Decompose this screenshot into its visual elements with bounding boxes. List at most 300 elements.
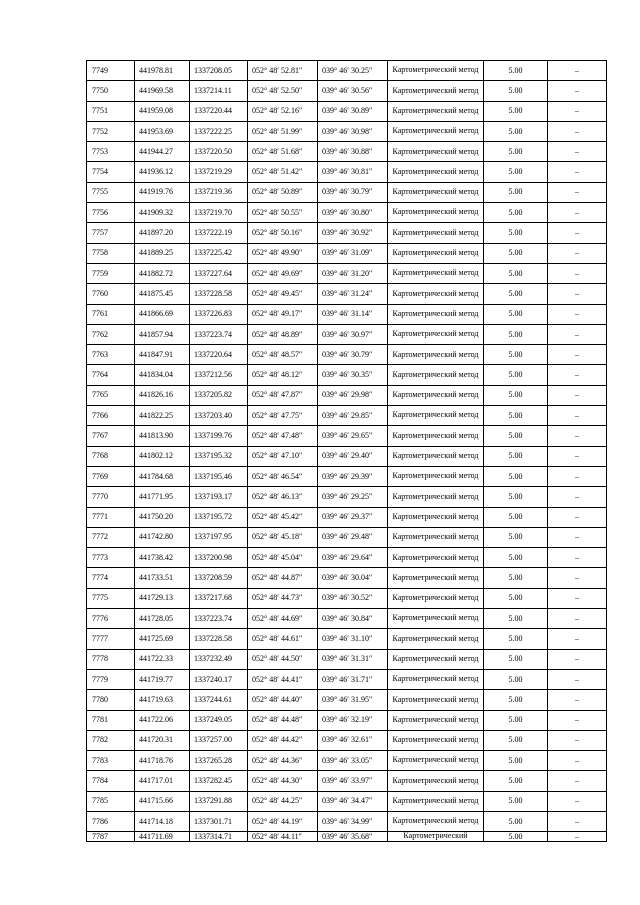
note-cell: –: [548, 345, 607, 365]
y-coordinate-cell: 1337314.71: [190, 832, 248, 842]
method-cell: Картометрический метод: [388, 568, 484, 588]
longitude-cell: 039° 46′ 34.99″: [318, 811, 388, 831]
latitude-cell: 052° 48′ 44.25″: [248, 791, 318, 811]
accuracy-cell: 5.00: [484, 345, 548, 365]
accuracy-cell: 5.00: [484, 568, 548, 588]
longitude-cell: 039° 46′ 30.81″: [318, 162, 388, 182]
longitude-cell: 039° 46′ 29.40″: [318, 446, 388, 466]
note-cell: –: [548, 649, 607, 669]
latitude-cell: 052° 48′ 44.50″: [248, 649, 318, 669]
latitude-cell: 052° 48′ 44.36″: [248, 751, 318, 771]
note-cell: –: [548, 609, 607, 629]
method-cell: Картометрический метод: [388, 121, 484, 141]
point-number-cell: 7772: [87, 527, 135, 547]
y-coordinate-cell: 1337208.05: [190, 61, 248, 81]
latitude-cell: 052° 48′ 44.11″: [248, 832, 318, 842]
table-row: [87, 527, 607, 547]
x-coordinate-cell: 441978.81: [135, 61, 190, 81]
note-cell: –: [548, 121, 607, 141]
method-cell: Картометрический метод: [388, 263, 484, 283]
longitude-cell: 039° 46′ 31.24″: [318, 284, 388, 304]
longitude-cell: 039° 46′ 29.65″: [318, 426, 388, 446]
latitude-cell: 052° 48′ 50.55″: [248, 203, 318, 223]
latitude-cell: 052° 48′ 49.90″: [248, 243, 318, 263]
accuracy-cell: 5.00: [484, 507, 548, 527]
method-cell: Картометрический метод: [388, 446, 484, 466]
x-coordinate-cell: 441813.90: [135, 426, 190, 446]
note-cell: –: [548, 751, 607, 771]
note-cell: –: [548, 690, 607, 710]
longitude-cell: 039° 46′ 30.79″: [318, 345, 388, 365]
latitude-cell: 052° 48′ 46.13″: [248, 487, 318, 507]
y-coordinate-cell: 1337291.88: [190, 791, 248, 811]
y-coordinate-cell: 1337282.45: [190, 771, 248, 791]
x-coordinate-cell: 441847.91: [135, 345, 190, 365]
method-cell: Картометрический метод: [388, 182, 484, 202]
table-row: [87, 162, 607, 182]
table-row: [87, 629, 607, 649]
latitude-cell: 052° 48′ 51.68″: [248, 142, 318, 162]
latitude-cell: 052° 48′ 44.61″: [248, 629, 318, 649]
x-coordinate-cell: 441969.58: [135, 81, 190, 101]
longitude-cell: 039° 46′ 33.97″: [318, 771, 388, 791]
longitude-cell: 039° 46′ 29.98″: [318, 385, 388, 405]
point-number-cell: 7766: [87, 406, 135, 426]
x-coordinate-cell: 441711.69: [135, 832, 190, 842]
note-cell: –: [548, 568, 607, 588]
latitude-cell: 052° 48′ 50.89″: [248, 182, 318, 202]
y-coordinate-cell: 1337214.11: [190, 81, 248, 101]
y-coordinate-cell: 1337301.71: [190, 811, 248, 831]
method-cell: Картометрический метод: [388, 751, 484, 771]
table-row: [87, 609, 607, 629]
point-number-cell: 7777: [87, 629, 135, 649]
longitude-cell: 039° 46′ 30.04″: [318, 568, 388, 588]
note-cell: –: [548, 548, 607, 568]
note-cell: –: [548, 406, 607, 426]
longitude-cell: 039° 46′ 31.09″: [318, 243, 388, 263]
note-cell: –: [548, 243, 607, 263]
table-row: [87, 263, 607, 283]
accuracy-cell: 5.00: [484, 771, 548, 791]
accuracy-cell: 5.00: [484, 669, 548, 689]
table-row: [87, 385, 607, 405]
latitude-cell: 052° 48′ 48.89″: [248, 324, 318, 344]
table-row: [87, 304, 607, 324]
y-coordinate-cell: 1337203.40: [190, 406, 248, 426]
latitude-cell: 052° 48′ 47.87″: [248, 385, 318, 405]
point-number-cell: 7773: [87, 548, 135, 568]
x-coordinate-cell: 441714.18: [135, 811, 190, 831]
table-row: [87, 568, 607, 588]
y-coordinate-cell: 1337226.83: [190, 304, 248, 324]
accuracy-cell: 5.00: [484, 223, 548, 243]
y-coordinate-cell: 1337225.42: [190, 243, 248, 263]
note-cell: –: [548, 203, 607, 223]
table-row: [87, 730, 607, 750]
y-coordinate-cell: 1337197.95: [190, 527, 248, 547]
longitude-cell: 039° 46′ 30.80″: [318, 203, 388, 223]
accuracy-cell: 5.00: [484, 121, 548, 141]
y-coordinate-cell: 1337220.64: [190, 345, 248, 365]
y-coordinate-cell: 1337240.17: [190, 669, 248, 689]
longitude-cell: 039° 46′ 30.92″: [318, 223, 388, 243]
accuracy-cell: 5.00: [484, 81, 548, 101]
point-number-cell: 7775: [87, 588, 135, 608]
point-number-cell: 7770: [87, 487, 135, 507]
longitude-cell: 039° 46′ 31.14″: [318, 304, 388, 324]
y-coordinate-cell: 1337195.46: [190, 466, 248, 486]
longitude-cell: 039° 46′ 30.89″: [318, 101, 388, 121]
note-cell: –: [548, 223, 607, 243]
note-cell: –: [548, 446, 607, 466]
method-cell: Картометрический метод: [388, 669, 484, 689]
table-row: [87, 791, 607, 811]
latitude-cell: 052° 48′ 48.57″: [248, 345, 318, 365]
note-cell: –: [548, 730, 607, 750]
method-cell: Картометрический метод: [388, 203, 484, 223]
table-row: [87, 142, 607, 162]
accuracy-cell: 5.00: [484, 751, 548, 771]
note-cell: –: [548, 101, 607, 121]
point-number-cell: 7769: [87, 466, 135, 486]
longitude-cell: 039° 46′ 29.37″: [318, 507, 388, 527]
x-coordinate-cell: 441936.12: [135, 162, 190, 182]
accuracy-cell: 5.00: [484, 284, 548, 304]
table-row: [87, 466, 607, 486]
longitude-cell: 039° 46′ 30.52″: [318, 588, 388, 608]
method-cell: Картометрический метод: [388, 710, 484, 730]
method-cell: Картометрический метод: [388, 426, 484, 446]
latitude-cell: 052° 48′ 47.10″: [248, 446, 318, 466]
note-cell: –: [548, 811, 607, 831]
y-coordinate-cell: 1337217.68: [190, 588, 248, 608]
x-coordinate-cell: 441834.04: [135, 365, 190, 385]
x-coordinate-cell: 441717.01: [135, 771, 190, 791]
point-number-cell: 7761: [87, 304, 135, 324]
latitude-cell: 052° 48′ 49.69″: [248, 263, 318, 283]
point-number-cell: 7758: [87, 243, 135, 263]
method-cell: Картометрический метод: [388, 223, 484, 243]
method-cell: Картометрический метод: [388, 345, 484, 365]
point-number-cell: 7749: [87, 61, 135, 81]
note-cell: –: [548, 182, 607, 202]
x-coordinate-cell: 441822.25: [135, 406, 190, 426]
x-coordinate-cell: 441784.68: [135, 466, 190, 486]
x-coordinate-cell: 441826.16: [135, 385, 190, 405]
x-coordinate-cell: 441722.33: [135, 649, 190, 669]
y-coordinate-cell: 1337222.25: [190, 121, 248, 141]
longitude-cell: 039° 46′ 30.97″: [318, 324, 388, 344]
accuracy-cell: 5.00: [484, 609, 548, 629]
y-coordinate-cell: 1337228.58: [190, 284, 248, 304]
latitude-cell: 052° 48′ 44.69″: [248, 609, 318, 629]
x-coordinate-cell: 441738.42: [135, 548, 190, 568]
accuracy-cell: 5.00: [484, 588, 548, 608]
table-row: [87, 811, 607, 831]
method-cell: Картометрический метод: [388, 649, 484, 669]
note-cell: –: [548, 629, 607, 649]
accuracy-cell: 5.00: [484, 832, 548, 842]
point-number-cell: 7787: [87, 832, 135, 842]
accuracy-cell: 5.00: [484, 385, 548, 405]
accuracy-cell: 5.00: [484, 142, 548, 162]
note-cell: –: [548, 832, 607, 842]
table-row: [87, 690, 607, 710]
x-coordinate-cell: 441866.69: [135, 304, 190, 324]
longitude-cell: 039° 46′ 34.47″: [318, 791, 388, 811]
y-coordinate-cell: 1337212.56: [190, 365, 248, 385]
point-number-cell: 7765: [87, 385, 135, 405]
method-cell: Картометрический метод: [388, 81, 484, 101]
accuracy-cell: 5.00: [484, 324, 548, 344]
longitude-cell: 039° 46′ 29.85″: [318, 406, 388, 426]
accuracy-cell: 5.00: [484, 101, 548, 121]
point-number-cell: 7759: [87, 263, 135, 283]
point-number-cell: 7785: [87, 791, 135, 811]
point-number-cell: 7750: [87, 81, 135, 101]
latitude-cell: 052° 48′ 49.17″: [248, 304, 318, 324]
longitude-cell: 039° 46′ 29.39″: [318, 466, 388, 486]
longitude-cell: 039° 46′ 31.71″: [318, 669, 388, 689]
note-cell: –: [548, 304, 607, 324]
table-row: [87, 487, 607, 507]
x-coordinate-cell: 441725.69: [135, 629, 190, 649]
latitude-cell: 052° 48′ 44.41″: [248, 669, 318, 689]
latitude-cell: 052° 48′ 44.42″: [248, 730, 318, 750]
longitude-cell: 039° 46′ 30.79″: [318, 182, 388, 202]
latitude-cell: 052° 48′ 52.81″: [248, 61, 318, 81]
note-cell: –: [548, 771, 607, 791]
method-cell: Картометрический метод: [388, 61, 484, 81]
longitude-cell: 039° 46′ 29.64″: [318, 548, 388, 568]
y-coordinate-cell: 1337205.82: [190, 385, 248, 405]
note-cell: –: [548, 588, 607, 608]
latitude-cell: 052° 48′ 44.19″: [248, 811, 318, 831]
latitude-cell: 052° 48′ 52.50″: [248, 81, 318, 101]
table-row: [87, 446, 607, 466]
table-row: [87, 223, 607, 243]
table-row: [87, 832, 607, 842]
y-coordinate-cell: 1337208.59: [190, 568, 248, 588]
table-body: [87, 61, 607, 842]
method-cell: Картометрический метод: [388, 588, 484, 608]
latitude-cell: 052° 48′ 45.04″: [248, 548, 318, 568]
table-row: [87, 588, 607, 608]
point-number-cell: 7752: [87, 121, 135, 141]
y-coordinate-cell: 1337219.36: [190, 182, 248, 202]
x-coordinate-cell: 441875.45: [135, 284, 190, 304]
x-coordinate-cell: 441953.69: [135, 121, 190, 141]
table-row: [87, 121, 607, 141]
accuracy-cell: 5.00: [484, 466, 548, 486]
longitude-cell: 039° 46′ 31.31″: [318, 649, 388, 669]
accuracy-cell: 5.00: [484, 182, 548, 202]
y-coordinate-cell: 1337199.76: [190, 426, 248, 446]
accuracy-cell: 5.00: [484, 365, 548, 385]
point-number-cell: 7762: [87, 324, 135, 344]
note-cell: –: [548, 142, 607, 162]
note-cell: –: [548, 81, 607, 101]
method-cell: Картометрический метод: [388, 365, 484, 385]
accuracy-cell: 5.00: [484, 690, 548, 710]
note-cell: –: [548, 263, 607, 283]
y-coordinate-cell: 1337257.00: [190, 730, 248, 750]
x-coordinate-cell: 441715.66: [135, 791, 190, 811]
point-number-cell: 7767: [87, 426, 135, 446]
point-number-cell: 7774: [87, 568, 135, 588]
note-cell: –: [548, 365, 607, 385]
x-coordinate-cell: 441720.31: [135, 730, 190, 750]
method-cell: Картометрический метод: [388, 487, 484, 507]
y-coordinate-cell: 1337227.64: [190, 263, 248, 283]
note-cell: –: [548, 487, 607, 507]
latitude-cell: 052° 48′ 50.16″: [248, 223, 318, 243]
point-number-cell: 7753: [87, 142, 135, 162]
x-coordinate-cell: 441719.77: [135, 669, 190, 689]
latitude-cell: 052° 48′ 44.87″: [248, 568, 318, 588]
accuracy-cell: 5.00: [484, 730, 548, 750]
longitude-cell: 039° 46′ 35.68″: [318, 832, 388, 842]
table-row: [87, 751, 607, 771]
x-coordinate-cell: 441728.05: [135, 609, 190, 629]
accuracy-cell: 5.00: [484, 162, 548, 182]
y-coordinate-cell: 1337195.72: [190, 507, 248, 527]
longitude-cell: 039° 46′ 31.10″: [318, 629, 388, 649]
latitude-cell: 052° 48′ 51.99″: [248, 121, 318, 141]
accuracy-cell: 5.00: [484, 649, 548, 669]
longitude-cell: 039° 46′ 30.25″: [318, 61, 388, 81]
table-row: [87, 345, 607, 365]
x-coordinate-cell: 441771.95: [135, 487, 190, 507]
method-cell: Картометрический метод: [388, 304, 484, 324]
y-coordinate-cell: 1337223.74: [190, 609, 248, 629]
table-row: [87, 81, 607, 101]
latitude-cell: 052° 48′ 44.73″: [248, 588, 318, 608]
accuracy-cell: 5.00: [484, 243, 548, 263]
method-cell: Картометрический метод: [388, 629, 484, 649]
x-coordinate-cell: 441897.20: [135, 223, 190, 243]
y-coordinate-cell: 1337232.49: [190, 649, 248, 669]
note-cell: –: [548, 61, 607, 81]
x-coordinate-cell: 441729.13: [135, 588, 190, 608]
note-cell: –: [548, 466, 607, 486]
y-coordinate-cell: 1337220.50: [190, 142, 248, 162]
y-coordinate-cell: 1337193.17: [190, 487, 248, 507]
y-coordinate-cell: 1337222.19: [190, 223, 248, 243]
x-coordinate-cell: 441718.76: [135, 751, 190, 771]
latitude-cell: 052° 48′ 46.54″: [248, 466, 318, 486]
table-row: [87, 365, 607, 385]
note-cell: –: [548, 324, 607, 344]
table-row: [87, 406, 607, 426]
method-cell: Картометрический метод: [388, 324, 484, 344]
x-coordinate-cell: 441959.08: [135, 101, 190, 121]
accuracy-cell: 5.00: [484, 203, 548, 223]
point-number-cell: 7755: [87, 182, 135, 202]
longitude-cell: 039° 46′ 32.19″: [318, 710, 388, 730]
note-cell: –: [548, 710, 607, 730]
method-cell: Картометрический метод: [388, 101, 484, 121]
point-number-cell: 7776: [87, 609, 135, 629]
latitude-cell: 052° 48′ 47.48″: [248, 426, 318, 446]
accuracy-cell: 5.00: [484, 487, 548, 507]
accuracy-cell: 5.00: [484, 527, 548, 547]
latitude-cell: 052° 48′ 45.18″: [248, 527, 318, 547]
latitude-cell: 052° 48′ 44.48″: [248, 710, 318, 730]
accuracy-cell: 5.00: [484, 263, 548, 283]
note-cell: –: [548, 507, 607, 527]
method-cell: Картометрический метод: [388, 385, 484, 405]
point-number-cell: 7764: [87, 365, 135, 385]
x-coordinate-cell: 441919.76: [135, 182, 190, 202]
point-number-cell: 7782: [87, 730, 135, 750]
x-coordinate-cell: 441719.63: [135, 690, 190, 710]
y-coordinate-cell: 1337195.32: [190, 446, 248, 466]
latitude-cell: 052° 48′ 45.42″: [248, 507, 318, 527]
point-number-cell: 7780: [87, 690, 135, 710]
table-row: [87, 61, 607, 81]
table-row: [87, 669, 607, 689]
y-coordinate-cell: 1337249.05: [190, 710, 248, 730]
accuracy-cell: 5.00: [484, 446, 548, 466]
table-row: [87, 182, 607, 202]
note-cell: –: [548, 426, 607, 446]
longitude-cell: 039° 46′ 29.48″: [318, 527, 388, 547]
x-coordinate-cell: 441944.27: [135, 142, 190, 162]
longitude-cell: 039° 46′ 33.05″: [318, 751, 388, 771]
y-coordinate-cell: 1337228.58: [190, 629, 248, 649]
point-number-cell: 7778: [87, 649, 135, 669]
x-coordinate-cell: 441889.25: [135, 243, 190, 263]
method-cell: Картометрический метод: [388, 243, 484, 263]
x-coordinate-cell: 441909.32: [135, 203, 190, 223]
y-coordinate-cell: 1337219.70: [190, 203, 248, 223]
x-coordinate-cell: 441750.20: [135, 507, 190, 527]
point-number-cell: 7763: [87, 345, 135, 365]
point-number-cell: 7781: [87, 710, 135, 730]
accuracy-cell: 5.00: [484, 426, 548, 446]
method-cell: Картометрический метод: [388, 609, 484, 629]
point-number-cell: 7754: [87, 162, 135, 182]
accuracy-cell: 5.00: [484, 61, 548, 81]
x-coordinate-cell: 441882.72: [135, 263, 190, 283]
method-cell: Картометрический: [388, 832, 484, 842]
longitude-cell: 039° 46′ 30.84″: [318, 609, 388, 629]
table-row: [87, 507, 607, 527]
method-cell: Картометрический метод: [388, 690, 484, 710]
method-cell: Картометрический метод: [388, 466, 484, 486]
table-row: [87, 710, 607, 730]
longitude-cell: 039° 46′ 31.95″: [318, 690, 388, 710]
note-cell: –: [548, 669, 607, 689]
latitude-cell: 052° 48′ 48.12″: [248, 365, 318, 385]
method-cell: Картометрический метод: [388, 730, 484, 750]
latitude-cell: 052° 48′ 52.16″: [248, 101, 318, 121]
method-cell: Картометрический метод: [388, 507, 484, 527]
point-number-cell: 7760: [87, 284, 135, 304]
y-coordinate-cell: 1337223.74: [190, 324, 248, 344]
coordinates-table: [86, 60, 607, 842]
accuracy-cell: 5.00: [484, 710, 548, 730]
table-row: [87, 203, 607, 223]
method-cell: Картометрический метод: [388, 162, 484, 182]
method-cell: Картометрический метод: [388, 142, 484, 162]
table-row: [87, 284, 607, 304]
method-cell: Картометрический метод: [388, 548, 484, 568]
point-number-cell: 7771: [87, 507, 135, 527]
method-cell: Картометрический метод: [388, 811, 484, 831]
